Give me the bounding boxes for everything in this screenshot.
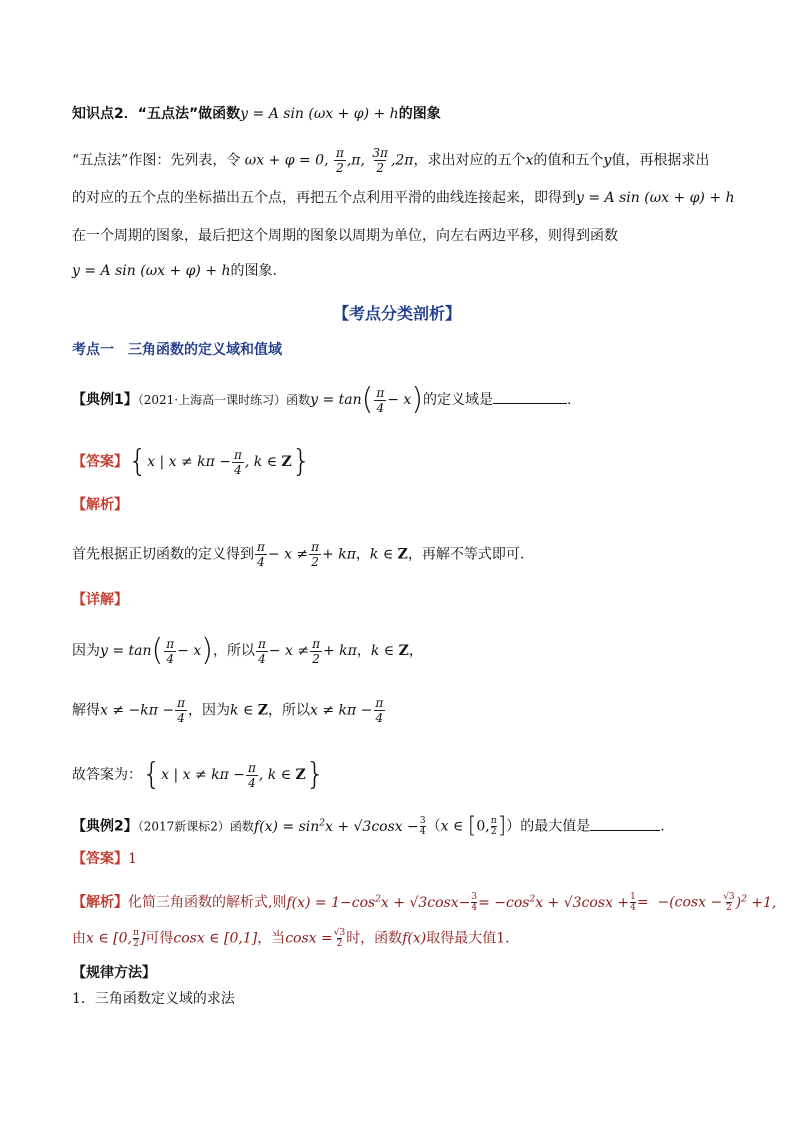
example-1-detail-label: 【详解】 bbox=[72, 592, 128, 608]
fraction: $\frac{\pi}{2}$ bbox=[311, 540, 320, 569]
example-2-analysis: 【解析】化简三角函数的解析式,则$f(x) = 1-\cos^2x + √3\cos x-$ $\frac{3}{4}$ = $-\cos^2x + √3\cos x$ + $\frac{1}{4}$ = −(cosx − $\frac{√3}{2}$ )$^2$ +1, bbox=[72, 892, 777, 914]
fraction: $\frac{\pi}{4}$ bbox=[257, 636, 266, 666]
example-1-final: 故答案为：{x | x ≠ kπ − $\frac{\pi}{4}$ , k ∈ Z} bbox=[72, 757, 325, 792]
example-1-detail-2: 解得x ≠ −kπ − $\frac{\pi}{4}$ ，因为k ∈ Z，所以x ≠ kπ − $\frac{\pi}{4}$ bbox=[72, 696, 384, 725]
paragraph-line-2: 的对应的五个点的坐标描出五个点，再把五个点利用平滑的曲线连接起来，即得到y = A sin (ωx + φ) + h bbox=[72, 190, 735, 206]
fraction: $\frac{\pi}{4}$ bbox=[177, 696, 186, 725]
paragraph-line-3: 在一个周期的图象，最后把这个周期的图象以周期为单位，向左右两边平移，则得到函数 bbox=[72, 228, 618, 244]
example-1-analysis-label: 【解析】 bbox=[72, 497, 128, 513]
fraction: $\frac{\pi}{4}$ bbox=[375, 696, 384, 725]
fraction: $\frac{\pi}{2}$ bbox=[335, 146, 344, 175]
rules-item-1: 1．三角函数定义域的求法 bbox=[72, 991, 235, 1007]
section-title: 知识点2．“五点法”做函数y = A sin (ωx + φ) + h的图象 bbox=[72, 106, 441, 122]
paragraph-line-4: y = A sin (ωx + φ) + h的图象. bbox=[72, 263, 277, 279]
topic-title: 考点一 三角函数的定义域和值域 bbox=[72, 342, 282, 358]
example-1-answer: 【答案】{x | x ≠ kπ − $\frac{\pi}{4}$ , k ∈ Z} bbox=[72, 444, 311, 479]
rules-label: 【规律方法】 bbox=[72, 965, 156, 981]
example-1-question: 【典例1】（2021·上海高一课时练习）函数y = tan( $\frac{\pi}{4}$ − x)的定义域是 . bbox=[72, 382, 572, 417]
answer-blank bbox=[590, 830, 660, 831]
fraction: $\frac{\pi}{4}$ bbox=[376, 385, 385, 415]
section-heading: 【考点分类剖析】 bbox=[332, 304, 461, 323]
fraction: $\frac{\pi}{4}$ bbox=[248, 760, 256, 790]
example-2-analysis-2: 由x ∈ [0, $\frac{\pi}{2}$ ]可得cosx ∈ [0,1]，当cosx = $\frac{√3}{2}$ 时，函数f(x)取得最大值1. bbox=[72, 928, 510, 949]
fraction: $\frac{\pi}{4}$ bbox=[166, 636, 175, 666]
example-1-analysis: 首先根据正切函数的定义得到 $\frac{\pi}{4}$ − x ≠ $\frac{\pi}{2}$ + kπ，k ∈ Z，再解不等式即可. bbox=[72, 540, 525, 569]
fraction: $\frac{\pi}{2}$ bbox=[312, 636, 320, 666]
answer-blank bbox=[493, 403, 567, 404]
example-1-detail-1: 因为y = tan( $\frac{\pi}{4}$ − x)，所以 $\frac{\pi}{4}$ − x ≠ $\frac{\pi}{2}$ + kπ，k ∈ Z， bbox=[72, 633, 423, 668]
fraction: $\frac{3\pi}{2}$ bbox=[372, 146, 388, 175]
example-2-answer: 【答案】1 bbox=[72, 851, 137, 867]
fraction: $\frac{\pi}{4}$ bbox=[234, 447, 242, 477]
example-2-question: 【典例2】（2017新课标2）函数$f(x) = \sin^2x + √3\cos x$ − $\frac{3}{4}$ （x ∈ [0, $\frac{\pi}{2}$ ]）的最大值是 . bbox=[72, 813, 665, 839]
fraction: $\frac{\pi}{4}$ bbox=[257, 540, 265, 569]
paragraph-line-1: “五点法”作图：先列表，令 ωx + φ = 0, $\frac{\pi}{2}$ ,π, $\frac{3\pi}{2}$ ,2π，求出对应的五个x的值和五个y值，再根据求出 bbox=[72, 146, 710, 175]
